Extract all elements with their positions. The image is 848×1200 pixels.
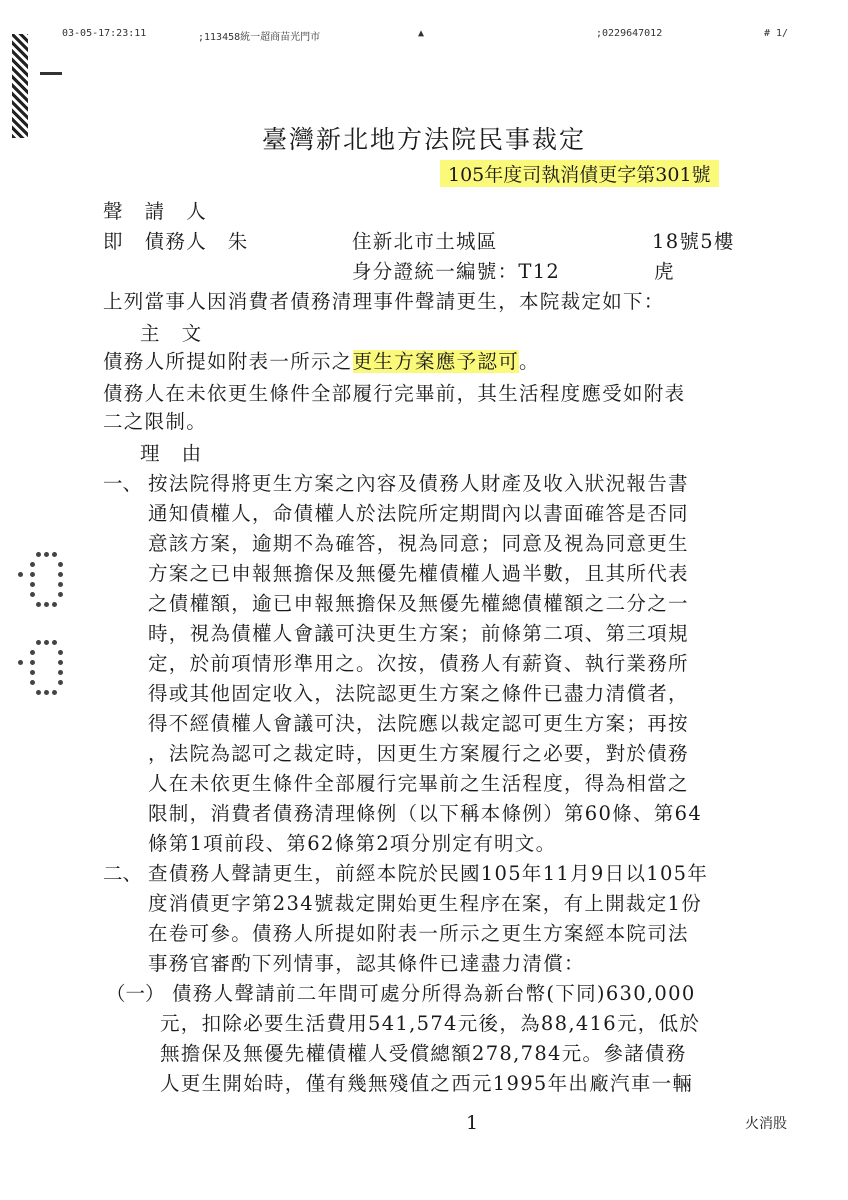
page-number: 1 [466, 1112, 479, 1134]
debtor-address: 住新北市土城區 [352, 230, 498, 253]
main-heading: 主 文 [140, 322, 203, 345]
party-role-label: 聲 請 人 [103, 200, 208, 223]
fax-number: ;0229647012 [596, 28, 663, 39]
intro-line: 上列當事人因消費者債務清理事件聲請更生，本院裁定如下： [103, 290, 665, 313]
document-title: 臺灣新北地方法院民事裁定 [261, 125, 586, 154]
subsection-1-line: 無擔保及無優先權債權人受償總額278,784元。參諸債務 [160, 1042, 687, 1065]
section-1-line: 限制，消費者債務清理條例（以下稱本條例）第60條、第64 [148, 802, 703, 825]
section-1-line: 通知債權人，命債權人於法院所定期間內以書面確答是否同 [148, 502, 689, 525]
section-1-line: 人在未依更生條件全部履行完畢前之生活程度，得為相當之 [148, 772, 689, 795]
case-number: 105年度司執消債更字第301號 [440, 160, 719, 187]
debtor-address-tail: 18號5樓 [652, 230, 735, 253]
section-2-line: 查債務人聲請更生，前經本院於民國105年11月9日以105年 [148, 862, 709, 885]
fax-sender: ;113458統一超商苗光門市 [198, 32, 321, 43]
section-1-line: 定，於前項情形準用之。次按，債務人有薪資、執行業務所 [148, 652, 689, 675]
debtor-id: 身分證統一編號：T12 [352, 260, 561, 283]
debtor-label: 即 債務人 朱 [103, 230, 249, 253]
subsection-1-marker: （一） [106, 982, 165, 1005]
section-1-line: ，法院為認可之裁定時，因更生方案履行之必要，對於債務 [148, 742, 689, 765]
fax-time: 03-05-17:23:11 [62, 28, 147, 39]
section-1-marker: 一、 [103, 472, 143, 495]
fax-page: # 1/ [764, 28, 789, 39]
subsection-1-line: 人更生開始時，僅有幾無殘值之西元1995年出廠汽車一輛 [160, 1072, 694, 1095]
section-1-line: 之債權額，逾已申報無擔保及無優先權總債權額之二分之一 [148, 592, 689, 615]
section-1-line: 意該方案，逾期不為確答，視為同意；同意及視為同意更生 [148, 532, 689, 555]
section-2-marker: 二、 [103, 862, 143, 885]
fax-header [0, 28, 848, 44]
section-1-line: 方案之已申報無擔保及無優先權債權人過半數，且其所代表 [148, 562, 689, 585]
main-ruling-2-cont: 二之限制。 [103, 410, 208, 433]
section-2-line: 在卷可參。債務人所提如附表一所示之更生方案經本院司法 [148, 922, 689, 945]
section-2-line: 事務官審酌下列情事，認其條件已達盡力清償： [148, 952, 585, 975]
fax-marker-icon: ▲ [418, 28, 425, 39]
section-1-line: 得不經債權人會議可決，法院應以裁定認可更生方案；再按 [148, 712, 689, 735]
department-label: 火消股 [745, 1116, 787, 1132]
main-ruling-2: 債務人在未依更生條件全部履行完畢前，其生活程度應受如附表 [103, 382, 686, 405]
section-2-line: 度消債更字第234號裁定開始更生程序在案，有上開裁定1份 [148, 892, 703, 915]
debtor-id-tail: 虎 [654, 260, 675, 283]
section-1-line: 條第1項前段、第62條第2項分別定有明文。 [148, 832, 557, 855]
main-ruling-1: 債務人所提如附表一所示之更生方案應予認可。 [103, 350, 540, 373]
subsection-1-line: 債務人聲請前二年間可處分所得為新台幣(下同)630,000 [172, 982, 696, 1005]
section-1-line: 按法院得將更生方案之內容及債務人財產及收入狀況報告書 [148, 472, 689, 495]
highlighted-ruling: 更生方案應予認可 [352, 350, 520, 373]
section-1-line: 得或其他固定收入，法院認更生方案之條件已盡力清償者， [148, 682, 689, 705]
section-1-line: 時，視為債權人會議可決更生方案；前條第二項、第三項規 [148, 622, 689, 645]
scan-edge-dash [40, 72, 62, 75]
subsection-1-line: 元，扣除必要生活費用541,574元後，為88,416元，低於 [160, 1012, 701, 1035]
reason-heading: 理 由 [140, 442, 203, 465]
